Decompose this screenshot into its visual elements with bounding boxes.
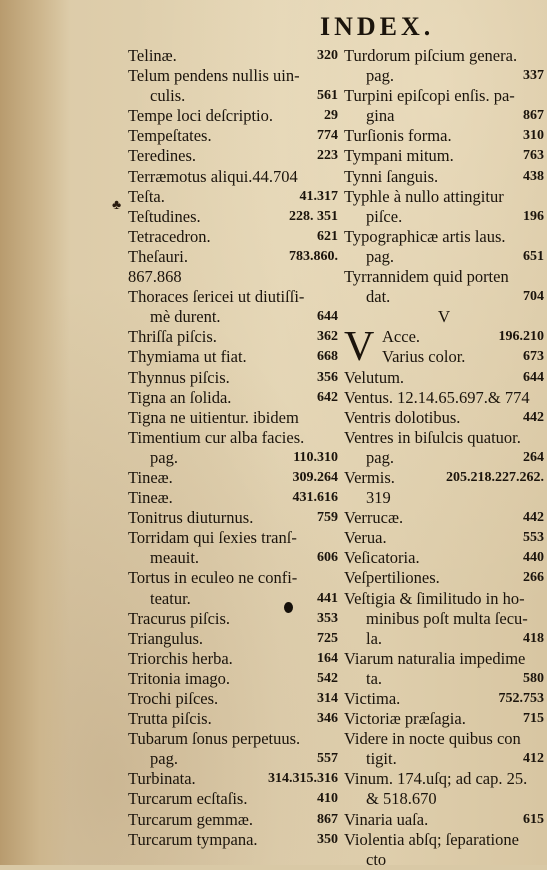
entry-text: Tyrrannidem quid porten (344, 267, 509, 287)
entry-text: Tritonia imago. (128, 668, 231, 688)
drop-cap-block (344, 324, 544, 371)
entry-text: Turdorum piſcium genera. (344, 46, 518, 65)
entry-text: Turcarum tympana. (128, 829, 258, 849)
entry-text: Vinaria uaſa. (344, 809, 429, 829)
index-entry (128, 528, 338, 548)
index-entry (128, 287, 338, 307)
entry-page: 196.210 (498, 329, 544, 345)
entry-text: ta. (366, 668, 383, 688)
entry-page: 715 (523, 711, 544, 727)
entry-page: 673 (523, 349, 544, 365)
entry-text: 319 (366, 488, 391, 508)
entry-text: Turcarum gemmæ. (128, 809, 253, 829)
entry-text: Terræmotus aliqui.44.704 (128, 166, 298, 186)
index-entry (344, 810, 544, 830)
entry-text: la. (366, 628, 383, 648)
index-entry (344, 850, 544, 870)
entry-page: 651 (523, 248, 544, 264)
index-entry (128, 629, 338, 649)
index-entry (128, 86, 338, 106)
page-gutter-shadow (0, 0, 70, 865)
index-entry (128, 548, 338, 568)
entry-text: Tynni ſanguis. (344, 166, 439, 186)
index-entry (382, 327, 544, 347)
entry-text: Turſionis forma. (344, 126, 452, 146)
index-column-left (128, 46, 338, 850)
index-entry (344, 689, 544, 709)
entry-text: pag. (150, 447, 178, 467)
entry-page: 752.753 (498, 691, 544, 706)
entry-page: 440 (523, 550, 544, 566)
entry-text: Tineæ. (128, 467, 173, 487)
entry-text: Thynnus piſcis. (128, 367, 230, 387)
index-entry (344, 227, 544, 247)
entry-page: 431.616 (292, 490, 338, 506)
entry-text: Telinæ. (128, 46, 177, 65)
entry-text: Violentia abſq; ſeparatione (344, 829, 519, 849)
drop-cap-letter: V (344, 324, 375, 371)
entry-text: culis. (150, 86, 186, 106)
entry-page: 606 (317, 550, 338, 566)
entry-text: Thymiama ut fiat. (128, 347, 247, 367)
entry-text: Thriſſa piſcis. (128, 327, 217, 347)
index-entry (344, 146, 544, 166)
entry-text: Trochi piſces. (128, 689, 219, 708)
index-entry (344, 468, 544, 488)
entry-text: teatur. (150, 588, 191, 608)
entry-text: Videre in nocte quibus con (344, 729, 521, 749)
index-entry (128, 428, 338, 448)
index-entry (128, 46, 338, 66)
index-entry (128, 830, 338, 850)
entry-text: Tigna an ſolida. (128, 387, 232, 407)
index-entry (128, 749, 338, 769)
entry-page: 412 (523, 751, 544, 767)
index-entry (344, 729, 544, 749)
entry-page: 110.310 (293, 449, 338, 465)
entry-text: dat. (366, 287, 391, 307)
entry-text: Verua. (344, 528, 387, 548)
index-entry (128, 368, 338, 388)
index-entry (128, 66, 338, 86)
index-entry (128, 448, 338, 468)
index-entry (128, 347, 338, 367)
index-entry (128, 488, 338, 508)
index-entry (128, 207, 338, 227)
entry-page: 725 (317, 630, 338, 646)
entry-text: meauit. (150, 548, 200, 568)
entry-page: 196 (523, 208, 544, 224)
entry-text: Vinum. 174.uſq; ad cap. 25. (344, 769, 528, 789)
entry-text: Ventus. 12.14.65.697.& 774 (344, 387, 530, 407)
index-entry (344, 187, 544, 207)
entry-text: pag. (150, 749, 178, 769)
entry-text: Varius color. (382, 347, 466, 367)
entry-text: Viarum naturalia impedime (344, 648, 526, 668)
index-entry (344, 488, 544, 508)
index-entry (344, 86, 544, 106)
index-entry (128, 247, 338, 267)
index-entry (344, 287, 544, 307)
entry-page: 346 (317, 711, 338, 727)
entry-text: Telum pendens nullis uin- (128, 66, 300, 86)
index-entry (128, 810, 338, 830)
index-entry (344, 66, 544, 86)
entry-text: Ventres in biſulcis quatuor. (344, 427, 521, 447)
index-entry (128, 609, 338, 629)
entry-text: Velutum. (344, 367, 405, 387)
entry-text: pag. (366, 246, 394, 266)
entry-text: minibus poſt multa ſecu- (366, 608, 528, 628)
entry-page: 418 (523, 630, 544, 646)
index-entry (128, 568, 338, 588)
index-entry (128, 689, 338, 709)
entry-text: Tortus in eculeo ne confi- (128, 568, 298, 588)
index-entries-v (344, 368, 544, 870)
index-entry (344, 789, 544, 809)
entry-page: 266 (523, 570, 544, 586)
entry-text: Vermis. (344, 467, 395, 487)
index-entry (128, 146, 338, 166)
index-entry (128, 769, 338, 789)
entry-page: 644 (523, 369, 544, 385)
entry-page: 356 (317, 369, 338, 385)
entry-page: 561 (317, 88, 338, 104)
index-entry (344, 769, 544, 789)
entry-text: Tubarum ſonus perpetuus. (128, 729, 301, 749)
index-entry (128, 167, 338, 187)
entry-text: Triangulus. (128, 628, 204, 648)
entry-text: Tympani mitum. (344, 146, 454, 166)
index-entry (344, 589, 544, 609)
index-entry (344, 669, 544, 689)
entry-page: 309.264 (292, 469, 338, 485)
entry-page: 223 (317, 148, 338, 164)
index-entry (128, 408, 338, 428)
entry-page: 668 (317, 349, 338, 365)
entry-page: 205.218.227.262. (446, 469, 544, 485)
entry-page: 350 (317, 831, 338, 847)
index-entry (344, 388, 544, 408)
entry-page: 774 (317, 128, 338, 144)
entry-text: cto (366, 849, 387, 869)
entry-page: 557 (317, 751, 338, 767)
index-entry (128, 187, 338, 207)
index-entry (128, 589, 338, 609)
entry-text: piſce. (366, 206, 403, 226)
entry-page: 783.860. (289, 248, 338, 264)
index-entry (128, 327, 338, 347)
index-entry (344, 428, 544, 448)
index-entry (344, 167, 544, 187)
entry-page: 410 (317, 791, 338, 807)
entry-text: 867.868 (128, 267, 182, 287)
entry-page: 228. 351 (289, 208, 338, 224)
entry-page: 621 (317, 228, 338, 244)
entry-text: Veſicatoria. (344, 548, 420, 568)
index-entry (344, 207, 544, 227)
entry-text: Tempeſtates. (128, 126, 212, 146)
entry-text: Veſpertiliones. (344, 568, 440, 588)
index-entry (344, 267, 544, 287)
entry-text: Teſtudines. (128, 206, 201, 226)
entry-page: 644 (317, 309, 338, 325)
index-column-right (344, 46, 544, 870)
entry-page: 164 (317, 650, 338, 666)
entry-page: 763 (523, 148, 544, 164)
index-entry (344, 508, 544, 528)
entry-text: Tracurus piſcis. (128, 608, 231, 628)
index-entry (344, 568, 544, 588)
marginal-mark: ♣ (112, 198, 122, 213)
index-entry (344, 408, 544, 428)
entry-text: Acce. (382, 327, 421, 347)
entry-page: 442 (523, 510, 544, 526)
index-entry (128, 126, 338, 146)
index-entry (128, 468, 338, 488)
index-entry (344, 609, 544, 629)
entry-text: Theſauri. (128, 246, 189, 266)
index-entry (344, 749, 544, 769)
entry-text: Tineæ. (128, 488, 173, 508)
entry-text: Victima. (344, 689, 401, 708)
index-entry (128, 669, 338, 689)
entry-text: Timentium cur alba facies. (128, 427, 305, 447)
index-entry (128, 227, 338, 247)
index-entry (344, 830, 544, 850)
entry-text: Tempe loci deſcriptio. (128, 106, 274, 126)
index-entry (128, 267, 338, 287)
index-entry (344, 649, 544, 669)
entry-text: pag. (366, 447, 394, 467)
index-entry (344, 368, 544, 388)
index-entry (128, 388, 338, 408)
entry-page: 29 (324, 108, 338, 124)
index-entry (344, 548, 544, 568)
index-entry (344, 629, 544, 649)
entry-text: Typographicæ artis laus. (344, 226, 506, 246)
entry-page: 615 (523, 811, 544, 827)
entry-page: 553 (523, 530, 544, 546)
entry-page: 264 (523, 449, 544, 465)
index-entry (382, 347, 544, 367)
page-header: INDEX. (320, 12, 435, 41)
entry-page: 337 (523, 68, 544, 84)
index-entry (128, 307, 338, 327)
entry-text: Typhle à nullo attingitur (344, 186, 504, 206)
index-entry (128, 789, 338, 809)
entry-text: Turbinata. (128, 769, 196, 789)
entry-text: Ventris dolotibus. (344, 407, 461, 427)
entry-text: pag. (366, 66, 394, 86)
entry-page: 438 (523, 168, 544, 184)
index-entries-t (344, 46, 544, 307)
entry-page: 441 (317, 590, 338, 606)
entry-page: 867 (317, 811, 338, 827)
entry-page: 867 (523, 108, 544, 124)
entry-text: Tigna ne uitientur. ibidem (128, 407, 299, 427)
index-entry (344, 46, 544, 66)
entry-page: 314.315.316 (268, 771, 338, 787)
entry-text: Tonitrus diuturnus. (128, 508, 254, 528)
entry-page: 542 (317, 670, 338, 686)
entry-page: 704 (523, 289, 544, 305)
entry-page: 759 (317, 510, 338, 526)
entry-text: Turcarum ecſtaſis. (128, 789, 248, 809)
index-entry (128, 649, 338, 669)
entry-page: 310 (523, 128, 544, 144)
section-letter: V (437, 307, 451, 327)
entry-page: 580 (523, 670, 544, 686)
entry-text: Teſta. (128, 186, 165, 206)
index-entry (344, 247, 544, 267)
index-entry (128, 106, 338, 126)
index-entry (128, 709, 338, 729)
entry-text: Triorchis herba. (128, 648, 233, 668)
entry-text: Thoraces ſericei ut diutiſſi- (128, 287, 305, 307)
entry-text: Teredines. (128, 146, 197, 166)
entry-text: Tetracedron. (128, 226, 211, 246)
index-entry (128, 508, 338, 528)
entry-page: 314 (317, 691, 338, 706)
entry-page: 353 (317, 610, 338, 626)
entry-page: 442 (523, 409, 544, 425)
index-entry (344, 528, 544, 548)
entry-text: mè durent. (150, 307, 221, 327)
index-entry (344, 106, 544, 126)
entry-page: 642 (317, 389, 338, 405)
entry-text: Turpini epiſcopi enſis. pa- (344, 86, 515, 106)
entry-text: Veſtigia & ſimilitudo in ho- (344, 588, 525, 608)
entry-text: Victoriæ præſagia. (344, 709, 466, 729)
index-entry (344, 448, 544, 468)
index-entry (128, 729, 338, 749)
entry-page: 362 (317, 329, 338, 345)
entry-text: Trutta piſcis. (128, 709, 212, 729)
entry-page: 41.317 (299, 188, 338, 204)
entry-text: & 518.670 (366, 789, 437, 809)
entry-page: 320 (317, 48, 338, 63)
entry-text: tigit. (366, 749, 397, 769)
index-entry (344, 126, 544, 146)
index-entry (344, 709, 544, 729)
entry-text: Verrucæ. (344, 508, 404, 528)
entry-text: gina (366, 106, 395, 126)
entry-text: Torridam qui ſexies tranſ- (128, 528, 297, 548)
